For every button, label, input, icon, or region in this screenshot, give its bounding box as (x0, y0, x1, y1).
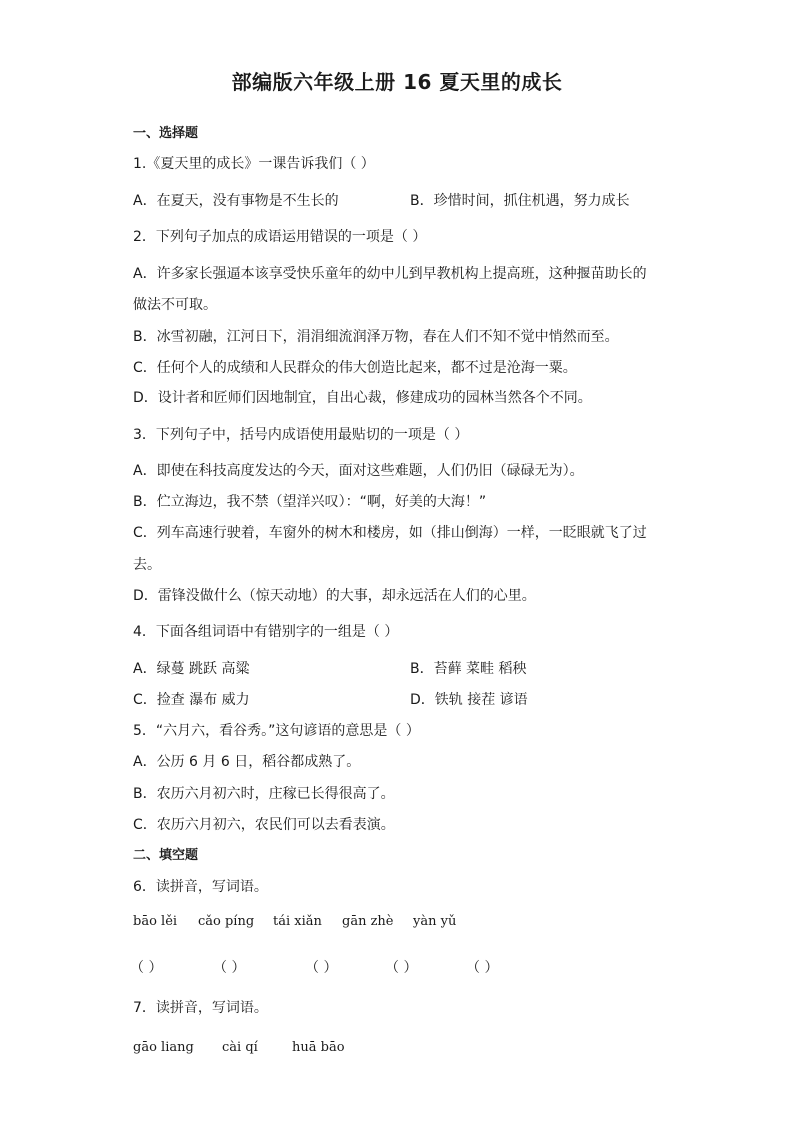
answer-blank[interactable]: （ ） (466, 960, 499, 976)
answer-blank[interactable]: （ ） (305, 960, 338, 976)
question-4-option-c: C．捡查 瀑布 威力 (133, 692, 250, 708)
pinyin-item: bāo lěi (133, 914, 178, 929)
question-3-option-b: B．伫立海边，我不禁（望洋兴叹）：“啊，好美的大海！” (133, 494, 487, 510)
question-6-stem: 6．读拼音，写词语。 (133, 879, 268, 895)
section-heading-choice: 一、选择题 (133, 126, 199, 141)
answer-blank[interactable]: （ ） (385, 960, 418, 976)
answer-blank[interactable]: （ ） (213, 960, 246, 976)
answer-blank[interactable]: （ ） (130, 960, 163, 976)
pinyin-item: cǎo píng (198, 914, 255, 929)
question-1-stem: 1.《夏天里的成长》一课告诉我们（ ） (133, 156, 375, 172)
question-3-option-d: D．雷锋没做什么（惊天动地）的大事，却永远活在人们的心里。 (133, 588, 536, 604)
question-2-option-a-line2: 做法不可取。 (133, 297, 217, 313)
question-2-option-c: C．任何个人的成绩和人民群众的伟大创造比起来，都不过是沧海一粟。 (133, 360, 577, 376)
question-4-stem: 4．下面各组词语中有错别字的一组是（ ） (133, 624, 399, 640)
pinyin-item: huā bāo (292, 1040, 345, 1055)
question-3-option-a: A．即使在科技高度发达的今天，面对这些难题，人们仍旧（碌碌无为）。 (133, 463, 584, 479)
question-2-option-d: D．设计者和匠师们因地制宜，自出心裁，修建成功的园林当然各个不同。 (133, 390, 592, 406)
question-1-option-a: A．在夏天，没有事物是不生长的 (133, 193, 339, 209)
pinyin-item: gāo liang (133, 1040, 194, 1055)
question-2-option-a-line1: A．许多家长强逼本该享受快乐童年的幼中儿到早教机构上提高班，这种揠苗助长的 (133, 266, 647, 282)
question-3-option-c-line1: C．列车高速行驶着，车窗外的树木和楼房，如（排山倒海）一样，一眨眼就飞了过 (133, 525, 647, 541)
pinyin-item: cài qí (222, 1040, 258, 1055)
question-7-stem: 7．读拼音，写词语。 (133, 1000, 268, 1016)
question-5-option-b: B．农历六月初六时，庄稼已长得很高了。 (133, 786, 395, 802)
question-5-stem: 5．“六月六，看谷秀。”这句谚语的意思是（ ） (133, 723, 420, 739)
pinyin-item: tái xiǎn (273, 914, 322, 929)
question-2-stem: 2．下列句子加点的成语运用错误的一项是（ ） (133, 229, 427, 245)
question-5-option-c: C．农历六月初六，农民们可以去看表演。 (133, 817, 395, 833)
question-3-option-c-line2: 去。 (133, 557, 161, 573)
pinyin-item: gān zhè (342, 914, 394, 929)
section-heading-fill-blank: 二、填空题 (133, 848, 199, 863)
question-5-option-a: A．公历 6 月 6 日，稻谷都成熟了。 (133, 754, 361, 770)
question-4-option-a: A．绿蔓 跳跃 高粱 (133, 661, 250, 677)
question-3-stem: 3．下列句子中，括号内成语使用最贴切的一项是（ ） (133, 427, 469, 443)
question-4-option-d: D．铁轨 接茬 谚语 (410, 692, 528, 708)
question-2-option-b: B．冰雪初融，江河日下，涓涓细流润泽万物，春在人们不知不觉中悄然而至。 (133, 329, 619, 345)
question-1-option-b: B．珍惜时间，抓住机遇，努力成长 (410, 193, 630, 209)
pinyin-item: yàn yǔ (413, 914, 457, 929)
question-4-option-b: B．苔藓 菜畦 稻秧 (410, 661, 527, 677)
page-title: 部编版六年级上册 16 夏天里的成长 (231, 70, 563, 94)
